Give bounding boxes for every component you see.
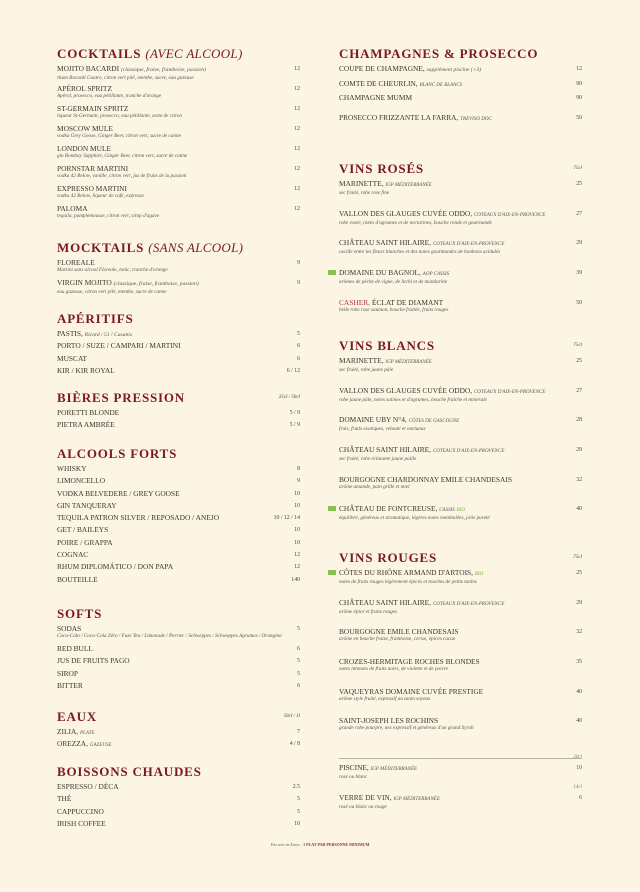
section-title — [57, 46, 300, 64]
item-price: 5 — [297, 808, 300, 815]
item-name: VERRE DE VIN, — [339, 792, 392, 802]
item-name: RED BULL — [57, 644, 93, 653]
item-name: SAINT-JOSEPH LES ROCHINS — [339, 716, 439, 726]
item-description: sec fruité, robe rose fine — [339, 190, 390, 196]
menu-item — [57, 408, 300, 420]
menu-item — [339, 179, 582, 209]
section-unit: 75cl — [573, 166, 582, 171]
menu-item — [57, 794, 300, 806]
section-title-text: VINS ROSÉS — [339, 161, 424, 176]
item-name: MARINETTE, — [339, 179, 384, 188]
menu-item — [57, 258, 300, 278]
menu-item — [57, 739, 300, 751]
item-description: eau gazeuse, citron vert pilé, menthe, sucre de canne — [57, 289, 167, 295]
menu-item — [339, 627, 582, 657]
item-price: 29 — [576, 240, 582, 247]
menu-item — [339, 687, 582, 717]
item-name: PROSECCO FRIZZANTE LA FARRA, — [339, 112, 459, 122]
menu-item — [57, 489, 300, 501]
section-title-text: SOFTS — [57, 606, 103, 621]
item-name: BOUTEILLE — [57, 574, 98, 584]
item-price: 5 — [297, 796, 300, 803]
item-note: PLATE — [80, 731, 95, 736]
menu-item — [57, 525, 300, 537]
menu-item — [339, 475, 582, 505]
item-name: GIN TANQUERAY — [57, 500, 117, 510]
bio-badge-icon — [328, 570, 336, 575]
item-name: OREZZA, — [57, 739, 88, 749]
item-price: 10 — [294, 490, 300, 497]
item-description: gin Bombay Sapphire, Ginger Beer, citron vert, sucre de canne — [57, 153, 188, 159]
menu-item — [339, 356, 582, 386]
item-name: APÉROL SPRITZ — [57, 84, 112, 93]
item-note: COTEAUX D'AIX-EN-PROVENCE — [473, 389, 546, 395]
item-unit: 20cl — [573, 755, 582, 760]
item-description: notes intenses de fruits noirs, de violette et de poivre — [339, 666, 449, 673]
section-title — [57, 311, 300, 329]
section-title-text: APÉRITIFS — [57, 311, 134, 326]
item-price: 12 — [294, 106, 300, 112]
item-description: vodka Grey Goose, Ginger Beer, citron vert, sucre de canne — [57, 133, 181, 139]
item-name: GET / BAILEYS — [57, 525, 109, 535]
section-title-text: ALCOOLS FORTS — [57, 446, 178, 461]
section-unit: 75cl — [573, 555, 582, 560]
section-title-text: VINS ROUGES — [339, 550, 438, 565]
bio-badge-icon — [328, 270, 336, 275]
menu-item — [339, 268, 582, 298]
item-price: 12 — [294, 206, 300, 212]
item-description: liqueur St-Germain, prosecco, eau pétillante, zeste de citron — [57, 113, 182, 119]
item-price: 7 — [297, 729, 300, 735]
item-prefix: CASHER, — [339, 297, 371, 307]
item-note: AOP CASSIS — [422, 272, 450, 278]
item-price: 29 — [576, 447, 582, 454]
item-description: équilibré, généreux et aromatique, légères notes mentholées, jolie pureté — [339, 515, 490, 522]
menu-item — [339, 657, 582, 687]
item-note: GAZEUSE — [89, 743, 112, 749]
bio-badge-icon — [328, 506, 336, 511]
menu-item — [57, 366, 300, 378]
section-mocktails — [57, 240, 300, 298]
item-price: 12 — [294, 66, 300, 72]
section-title — [339, 46, 582, 64]
item-price: 32 — [576, 629, 582, 636]
item-name: IRISH COFFEE — [57, 818, 106, 828]
item-description: Martini sans alcool Floreale, tonic, tranche d'orange — [57, 267, 168, 273]
menu-item — [57, 164, 300, 184]
item-name: MOSCOW MULE — [57, 124, 113, 133]
menu-item — [339, 113, 582, 128]
item-note-lc: (classique, fraise, framboise, passion) — [113, 281, 199, 287]
section-aperitifs — [57, 311, 300, 378]
item-name: VIRGIN MOJITO — [57, 278, 112, 287]
item-description: arôme en bouche fraise, framboise, cerise, épices cacao — [339, 636, 456, 643]
item-name: FLOREALE — [57, 258, 95, 267]
item-price: 6 / 12 — [286, 367, 300, 374]
section-title-italic: (AVEC ALCOOL) — [145, 46, 243, 61]
item-note-lc: (classique, fraise, framboise, passion) — [120, 67, 207, 73]
item-name: CHÂTEAU SAINT HILAIRE, — [339, 445, 432, 455]
item-name: CHAMPAGNE MUMM — [339, 93, 413, 102]
item-unit: 14cl — [573, 784, 582, 790]
item-name: PALOMA — [57, 204, 88, 213]
section-chaudes — [57, 764, 300, 831]
item-price: 6 — [579, 794, 582, 801]
item-name: VALLON DES GLAUGES CUVÉE ODDO, — [339, 208, 473, 218]
item-price: 6 — [297, 355, 300, 362]
menu-item — [57, 644, 300, 656]
item-price: 10 — [294, 539, 300, 546]
item-description: sec fruité, robe éclatante jaune paille — [339, 456, 417, 463]
menu-item — [57, 184, 300, 204]
section-champagnes — [339, 46, 582, 127]
item-price: 12 — [294, 86, 300, 92]
item-price: 5 — [297, 658, 300, 665]
item-name: COMTE DE CHEURLIN, — [339, 78, 418, 88]
menu-item — [339, 415, 582, 445]
item-price: 5 — [297, 331, 300, 337]
menu-item — [339, 784, 582, 823]
item-price: 5 / 9 — [289, 410, 300, 416]
item-description: arôme amande, pain grillé et miel — [339, 483, 410, 490]
section-title — [57, 446, 300, 464]
item-name: PASTIS, — [57, 329, 83, 338]
item-price: 12 — [294, 166, 300, 172]
section-unit: 25cl / 50cl — [278, 395, 300, 400]
item-description: arômes de pêche de vigne, de litchi et de mandarine — [339, 279, 448, 286]
item-name: DOMAINE DU BAGNOL, — [339, 268, 421, 278]
section-eaux — [57, 709, 300, 752]
item-price: 50 — [576, 299, 582, 306]
item-name: PORTO / SUZE / CAMPARI / MARTINI — [57, 341, 181, 351]
menu-item — [57, 669, 300, 681]
item-name: TEQUILA PATRON SILVER / REPOSADO / ANEJO — [57, 513, 220, 523]
item-price: 12 — [294, 552, 300, 559]
item-price: 39 — [576, 270, 582, 277]
item-name: CAPPUCCINO — [57, 806, 104, 816]
item-price: 25 — [576, 358, 582, 364]
item-note: IGP MÉDITERRANÉE — [385, 360, 432, 365]
item-price: 40 — [576, 688, 582, 695]
menu-item — [57, 575, 300, 587]
item-note-bio: BIO — [456, 508, 465, 514]
item-note: COTEAUX D'AIX-EN-PROVENCE — [432, 601, 505, 607]
item-description: robe rosée, notes d'agrumes et de nectarines, bouche ronde et gourmande — [339, 219, 492, 226]
item-price: 12 — [294, 146, 300, 152]
menu-item — [57, 819, 300, 831]
menu-item — [57, 124, 300, 144]
item-price: 50 — [576, 114, 582, 121]
section-title — [339, 161, 582, 179]
menu-item — [57, 104, 300, 124]
menu-item — [57, 204, 300, 224]
item-name: KIR / KIR ROYAL — [57, 365, 115, 375]
section-cocktails — [57, 46, 300, 224]
item-name: CHÂTEAU DE FONTCREUSE, — [339, 504, 438, 514]
item-note: IGP MÉDITERRANÉE — [385, 183, 432, 188]
item-note: CASSIS — [439, 508, 455, 514]
item-price: 4 / 8 — [289, 741, 300, 748]
item-name: CROZES-HERMITAGE ROCHES BLONDES — [339, 657, 480, 667]
item-price: 10 — [576, 765, 582, 771]
menu-item — [57, 656, 300, 668]
menu-item — [57, 354, 300, 366]
item-price: 10 — [294, 502, 300, 509]
item-note: COTEAUX D'AIX-EN-PROVENCE — [432, 449, 505, 455]
item-price: 40 — [576, 718, 582, 725]
section-title — [57, 764, 300, 782]
item-name: EXPRESSO MARTINI — [57, 184, 127, 193]
item-price: 6 — [297, 646, 300, 652]
section-blancs — [339, 338, 582, 534]
item-price: 8 — [297, 466, 300, 472]
item-name: SODAS — [57, 624, 82, 633]
section-rouges — [339, 550, 582, 746]
section-title — [339, 550, 582, 568]
menu-item — [339, 716, 582, 746]
section-title-text: MOCKTAILS — [57, 240, 145, 255]
item-price: 90 — [576, 95, 582, 101]
item-name: VODKA BELVEDERE / GREY GOOSE — [57, 488, 180, 498]
item-description: vodka 42 Below, liqueur de café, expresso — [57, 193, 145, 199]
section-title-text: EAUX — [57, 709, 98, 724]
menu-item — [57, 64, 300, 84]
item-description: Apérol, prosecco, eau pétillante, tranche d'orange — [57, 93, 162, 99]
menu-item — [339, 598, 582, 628]
item-name: MOJITO BACARDI — [57, 64, 120, 73]
section-title — [57, 606, 300, 624]
menu-item — [57, 681, 300, 693]
item-price: 140 — [291, 576, 300, 583]
menu-item — [339, 755, 582, 793]
menu-item — [57, 782, 300, 794]
section-unit: 75cl — [573, 343, 582, 348]
footer-text: Prix nets en Euros · — [270, 842, 304, 847]
item-price: 12 — [576, 66, 582, 72]
item-price: 5 — [297, 626, 300, 632]
menu-item — [57, 513, 300, 525]
menu-item — [57, 278, 300, 298]
item-name: BOURGOGNE EMILE CHANDESAIS — [339, 627, 459, 637]
menu-item — [57, 562, 300, 574]
item-note: BLANC DE BLANCS — [419, 82, 463, 88]
menu-item — [339, 93, 582, 108]
item-price: 2.5 — [292, 784, 300, 790]
item-price: 27 — [576, 387, 582, 394]
item-name: LIMONCELLO — [57, 476, 106, 486]
item-description: grande robe pourpre, nez expressif et généreux d'un grand Syrah — [339, 725, 474, 732]
item-name: MARINETTE, — [339, 356, 384, 365]
menu-item — [57, 807, 300, 819]
item-description: notes de fruits rouges légèrement épicés et touches de petits tanins — [339, 579, 477, 585]
item-price: 27 — [576, 210, 582, 217]
menu-item — [57, 624, 300, 644]
item-note: IGP MÉDITERRANÉE — [370, 767, 418, 772]
item-note-bio: BIO — [474, 572, 484, 577]
item-description: vodka 42 Below, vanille, citron vert, jus de fruits de la passion — [57, 173, 187, 179]
section-title-text: BIÈRES PRESSION — [57, 390, 185, 405]
item-name: ESPRESSO / DÉCA — [57, 782, 119, 791]
menu-item — [339, 298, 582, 328]
section-title-text: COCKTAILS — [57, 46, 142, 61]
item-name: RHUM DIPLOMÁTICO / DON PAPA — [57, 562, 174, 572]
item-description: arôme style fruité, expressif au tanin soyeux — [339, 695, 431, 702]
item-note: IGP MÉDITERRANÉE — [393, 796, 440, 802]
item-price: 5 — [297, 670, 300, 677]
section-title — [57, 709, 300, 727]
item-price: 5 / 9 — [289, 422, 300, 429]
section-title-text: CHAMPAGNES & PROSECCO — [339, 46, 539, 61]
item-note: COTEAUX D'AIX-EN-PROVENCE — [473, 212, 546, 218]
item-price: 10 — [294, 527, 300, 534]
item-name: DOMAINE UBY N°4, — [339, 415, 407, 425]
item-price: 10 — [294, 820, 300, 827]
item-name: POIRE / GRAPPA — [57, 537, 113, 547]
item-price: 6 — [297, 343, 300, 350]
item-name: COGNAC — [57, 550, 89, 560]
footer — [0, 842, 640, 847]
item-name: PIETRA AMBRÉE — [57, 420, 115, 430]
menu-item — [339, 209, 582, 239]
item-price: 40 — [576, 506, 582, 513]
item-note: TREVISO DOC — [460, 116, 492, 122]
item-note: COTEAUX D'AIX-EN-PROVENCE — [432, 242, 505, 248]
item-price: 10 / 12 / 14 — [273, 515, 300, 522]
item-description: oscille entre les fleurs blanches et des notes gourmandes de bonbons acidulés — [339, 249, 501, 256]
item-description: tequila, pamplemousse, citron vert, sirop d'agave — [57, 213, 160, 219]
menu-item — [339, 79, 582, 94]
item-name: ZILIA, — [57, 727, 79, 736]
item-name: BITTER — [57, 680, 83, 690]
item-name: CÔTES DU RHÔNE ARMAND D'ARTOIS, — [339, 568, 473, 577]
menu-item — [57, 464, 300, 476]
item-description: belle robe rose saumon, bouche fruitée, fruits rouges — [339, 306, 449, 313]
menu-item — [57, 538, 300, 550]
item-price: 12 — [294, 564, 300, 571]
section-alcools — [57, 446, 300, 587]
menu-item — [339, 386, 582, 416]
menu-item — [57, 329, 300, 341]
item-name: JUS DE FRUITS PAGO — [57, 656, 130, 666]
section-title-italic: (SANS ALCOOL) — [148, 240, 244, 255]
item-price: 12 — [294, 186, 300, 192]
footer-emphasis: 1 PLAT PAR PERSONNE MINIMUM — [303, 842, 370, 847]
item-name: ÉCLAT DE DIAMANT — [371, 297, 444, 307]
item-price: 12 — [294, 126, 300, 132]
item-name: ST-GERMAIN SPRITZ — [57, 104, 129, 113]
item-price: 25 — [576, 570, 582, 576]
menu-item — [57, 501, 300, 513]
menu-item — [339, 504, 582, 534]
section-title-text: VINS BLANCS — [339, 338, 435, 353]
item-name: MUSCAT — [57, 353, 87, 363]
divider — [339, 758, 582, 759]
section-softs — [57, 606, 300, 693]
item-price: 29 — [576, 599, 582, 606]
item-price: 90 — [576, 80, 582, 87]
section-verres — [339, 755, 582, 822]
item-description: rhum Bacardi Cuatro, citron vert pilé, menthe, sucre, eau gazeuse — [57, 75, 194, 81]
item-note: CÔTES DE GASCOGNE — [408, 419, 460, 425]
item-name: VALLON DES GLAUGES CUVÉE ODDO, — [339, 385, 473, 395]
item-price: 32 — [576, 476, 582, 483]
item-description: arôme épicé et fruits rouges — [339, 608, 398, 615]
item-price: 9 — [297, 478, 300, 485]
item-price: 28 — [576, 417, 582, 424]
item-description: rosé ou blanc ou rouge — [339, 803, 387, 810]
item-name: LONDON MULE — [57, 144, 111, 153]
item-name: COUPE DE CHAMPAGNE, — [339, 64, 425, 73]
item-name: SIROP — [57, 668, 78, 678]
menu-item — [57, 341, 300, 353]
item-price: 25 — [576, 181, 582, 187]
item-name: VAQUEYRAS DOMAINE CUVÉE PRESTIGE — [339, 686, 484, 696]
menu-item — [57, 476, 300, 488]
item-note-lc: Ricard / 51 / Casanis — [84, 332, 133, 338]
item-name: PORETTI BLONDE — [57, 408, 120, 417]
menu-item — [57, 84, 300, 104]
item-description: robe jaune pâle, notes salines et d'agrumes, bouche fraîche et minérale — [339, 396, 487, 403]
section-roses — [339, 161, 582, 327]
menu-item — [339, 568, 582, 598]
menu-item — [339, 445, 582, 475]
item-price: 9 — [297, 280, 300, 286]
menu-item — [339, 238, 582, 268]
menu-item — [57, 550, 300, 562]
item-name: CHÂTEAU SAINT HILAIRE, — [339, 238, 432, 248]
section-title-text: BOISSONS CHAUDES — [57, 764, 202, 779]
menu-item — [57, 144, 300, 164]
item-price: 35 — [576, 659, 582, 666]
menu-item — [57, 727, 300, 739]
menu-item — [339, 64, 582, 79]
item-name: BOURGOGNE CHARDONNAY EMILE CHANDESAIS — [339, 474, 512, 484]
item-name: THÉ — [57, 794, 72, 804]
menu-item — [57, 420, 300, 432]
item-name: WHISKY — [57, 464, 87, 473]
item-price: 9 — [297, 260, 300, 266]
section-unit: 50cl / 1l — [283, 714, 300, 719]
item-note-lc: supplément piscine (+3) — [426, 67, 482, 73]
item-description: frais, fruits exotiques, velouté et onctueux — [339, 426, 426, 433]
item-name: CHÂTEAU SAINT HILAIRE, — [339, 597, 432, 607]
item-description: Coca-Cola / Coca-Cola Zéro / Fuze Tea / Limonade / Perrier / Schweppes / Schweppes Agrumes / Orangina — [57, 633, 282, 639]
item-description: sec fruité, robe jaune pâle — [339, 367, 394, 373]
item-name: PORNSTAR MARTINI — [57, 164, 129, 173]
item-price: 6 — [297, 682, 300, 689]
section-title — [57, 240, 300, 258]
item-name: PISCINE, — [339, 763, 369, 772]
section-title — [57, 390, 300, 408]
section-bieres — [57, 390, 300, 433]
item-description: rosé ou blanc — [339, 774, 368, 780]
section-title — [339, 338, 582, 356]
